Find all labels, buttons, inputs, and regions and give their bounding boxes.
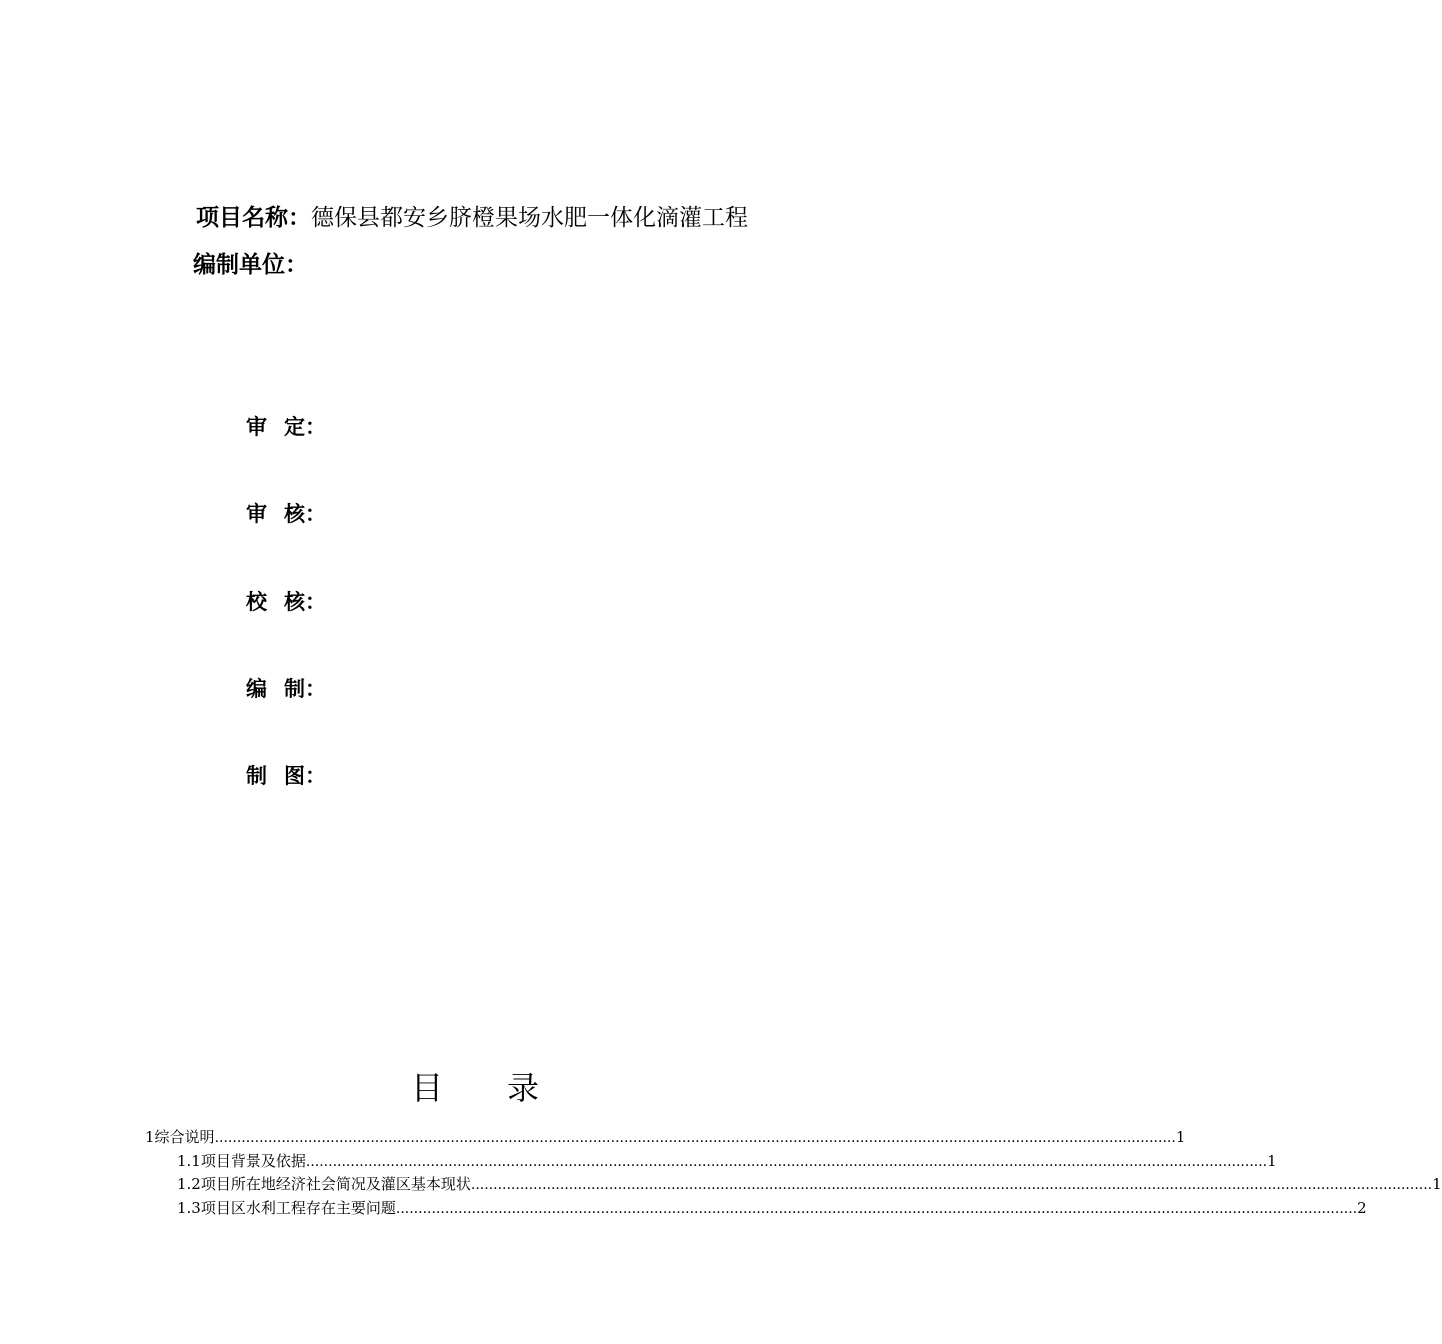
role-compile-char2: 制： [284,676,326,701]
toc-leader-dots: ........................................................................................................................................................................................................................ [470,1177,1433,1193]
toc-page-number: 1 [1267,1152,1277,1170]
toc-entry-text: 项目区水利工程存在主要问题 [200,1199,396,1217]
role-check [246,587,326,617]
role-approve-char2: 定： [284,414,326,439]
compiling-unit-label: 编制单位： [193,251,308,278]
toc-row[interactable] [0,1196,1367,1220]
toc-number: 1 [145,1128,155,1146]
toc-leader-dots: ........................................................................................................................................................................................................................ [214,1130,1176,1146]
project-name-label: 项目名称： [196,204,311,231]
role-review [246,499,326,529]
toc-page-number: 1 [1175,1128,1186,1146]
role-compile [246,674,326,704]
toc-row[interactable] [0,1172,1442,1196]
toc-leader-dots: ........................................................................................................................................................................................................................ [395,1201,1358,1217]
toc-page-number: 2 [1357,1199,1367,1217]
role-approve [246,412,326,442]
toc-title-char1: 目 [410,1069,443,1107]
toc-number: 1.2 [177,1175,201,1193]
project-name-value: 德保县都安乡脐橙果场水肥一体化滴灌工程 [311,205,748,231]
toc-entry-text: 项目所在地经济社会简况及灌区基本现状 [200,1175,471,1193]
toc-leader-dots: ........................................................................................................................................................................................................................ [305,1154,1268,1170]
role-review-char1: 审 [246,501,267,526]
role-drawing [246,761,326,791]
role-drawing-char2: 图： [284,763,326,788]
role-check-char1: 校 [246,589,267,614]
role-review-char2: 核： [284,501,326,526]
toc-page-number: 1 [1432,1175,1442,1193]
toc-title-char2: 录 [507,1069,540,1107]
toc-title [0,1064,950,1112]
project-name-line [196,200,748,236]
toc-entry-text: 项目背景及依据 [200,1152,306,1170]
role-compile-char1: 编 [246,676,267,701]
toc-row[interactable] [0,1149,1277,1173]
toc-row[interactable] [0,1125,1186,1149]
toc-number: 1.3 [177,1199,201,1217]
role-drawing-char1: 制 [246,763,267,788]
toc-entry-text: 综合说明 [154,1128,215,1146]
role-approve-char1: 审 [246,414,267,439]
toc-number: 1.1 [177,1152,201,1170]
role-check-char2: 核： [284,589,326,614]
